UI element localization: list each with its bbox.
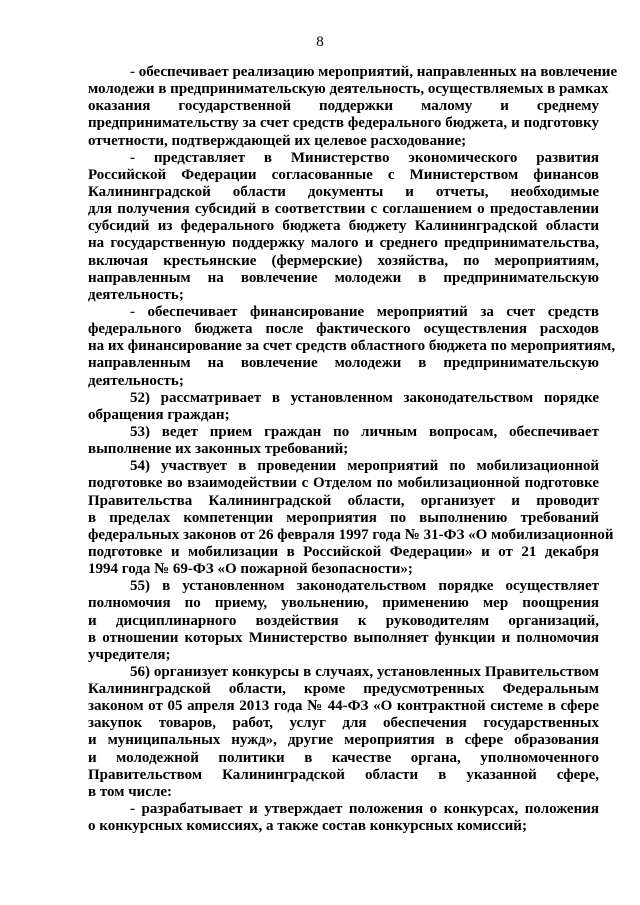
text-line: субсидий из федерального бюджета бюджету Калининградской области bbox=[88, 218, 599, 235]
text-line: учредителя; bbox=[88, 646, 171, 663]
text-line: отчетности, подтверждающей их целевое расходование; bbox=[88, 132, 467, 149]
document-body bbox=[88, 64, 618, 835]
text-line: - представляет в Министерство экономического развития bbox=[130, 149, 599, 166]
text-line: Калининградской области документы и отчеты, необходимые bbox=[88, 183, 599, 200]
text-line: и молодежной политики в качестве органа, уполномоченного bbox=[88, 749, 599, 766]
text-line: направленным на вовлечение молодежи в предпринимательскую bbox=[88, 355, 599, 372]
text-line: 53) ведет прием граждан по личным вопросам, обеспечивает bbox=[130, 423, 599, 440]
text-line: федеральных законов от 26 февраля 1997 года № 31-ФЗ «О мобилизационной bbox=[88, 526, 614, 543]
text-line: молодежи в предпринимательскую деятельность, осуществляемых в рамках bbox=[88, 81, 609, 98]
text-line: в отношении которых Министерство выполняет функции и полномочия bbox=[88, 629, 599, 646]
text-line: 52) рассматривает в установленном законодательством порядке bbox=[130, 389, 599, 406]
text-line: 54) участвует в проведении мероприятий по мобилизационной bbox=[130, 458, 599, 475]
text-line: подготовке во взаимодействии с Отделом по мобилизационной подготовке bbox=[88, 475, 599, 492]
text-line: деятельность; bbox=[88, 286, 184, 303]
text-line: на государственную поддержку малого и среднего предпринимательства, bbox=[88, 235, 599, 252]
text-line: направленным на вовлечение молодежи в предпринимательскую bbox=[88, 269, 599, 286]
text-line: включая крестьянские (фермерские) хозяйства, по мероприятиям, bbox=[88, 252, 599, 269]
text-line: оказания государственной поддержки малому и среднему bbox=[88, 98, 599, 115]
text-line: 55) в установленном законодательством порядке осуществляет bbox=[130, 578, 599, 595]
text-line: на их финансирование за счет средств областного бюджета по мероприятиям, bbox=[88, 338, 616, 355]
text-line: Калининградской области, кроме предусмотренных Федеральным bbox=[88, 681, 599, 698]
text-line: деятельность; bbox=[88, 372, 184, 389]
text-line: Российской Федерации согласованные с Министерством финансов bbox=[88, 166, 599, 183]
text-line: Правительства Калининградской области, организует и проводит bbox=[88, 492, 599, 509]
text-line: 56) организует конкурсы в случаях, установленных Правительством bbox=[130, 663, 599, 680]
text-line: для получения субсидий в соответствии с соглашением о предоставлении bbox=[88, 201, 599, 218]
text-line: подготовке и мобилизации в Российской Федерации» и от 21 декабря bbox=[88, 543, 599, 560]
text-line: закупок товаров, работ, услуг для обеспечения государственных bbox=[88, 715, 599, 732]
text-line: обращения граждан; bbox=[88, 406, 230, 423]
text-line: в том числе: bbox=[88, 783, 173, 800]
text-line: - обеспечивает финансирование мероприятий за счет средств bbox=[130, 303, 599, 320]
page-number: 8 bbox=[316, 34, 324, 50]
text-line: в пределах компетенции мероприятия по выполнению требований bbox=[88, 509, 599, 526]
text-line: предпринимательству за счет средств федерального бюджета, и подготовку bbox=[88, 115, 599, 132]
text-line: - обеспечивает реализацию мероприятий, направленных на вовлечение bbox=[130, 64, 618, 80]
text-line: 1994 года № 69-ФЗ «О пожарной безопасности»; bbox=[88, 561, 413, 578]
text-line: и дисциплинарного воздействия к руководителям организаций, bbox=[88, 612, 599, 629]
text-line: Правительством Калининградской области в указанной сфере, bbox=[88, 766, 599, 783]
text-line: - разрабатывает и утверждает положения о конкурсах, положения bbox=[130, 801, 599, 818]
text-line: о конкурсных комиссиях, а также состав конкурсных комиссий; bbox=[88, 818, 527, 835]
text-line: законом от 05 апреля 2013 года № 44-ФЗ «О контрактной системе в сфере bbox=[88, 698, 599, 715]
text-line: выполнение их законных требований; bbox=[88, 441, 349, 458]
text-line: и муниципальных нужд», другие мероприятия в сфере образования bbox=[88, 732, 599, 749]
text-line: федерального бюджета после фактического осуществления расходов bbox=[88, 321, 599, 338]
text-line: полномочия по приему, увольнению, применению мер поощрения bbox=[88, 595, 599, 612]
